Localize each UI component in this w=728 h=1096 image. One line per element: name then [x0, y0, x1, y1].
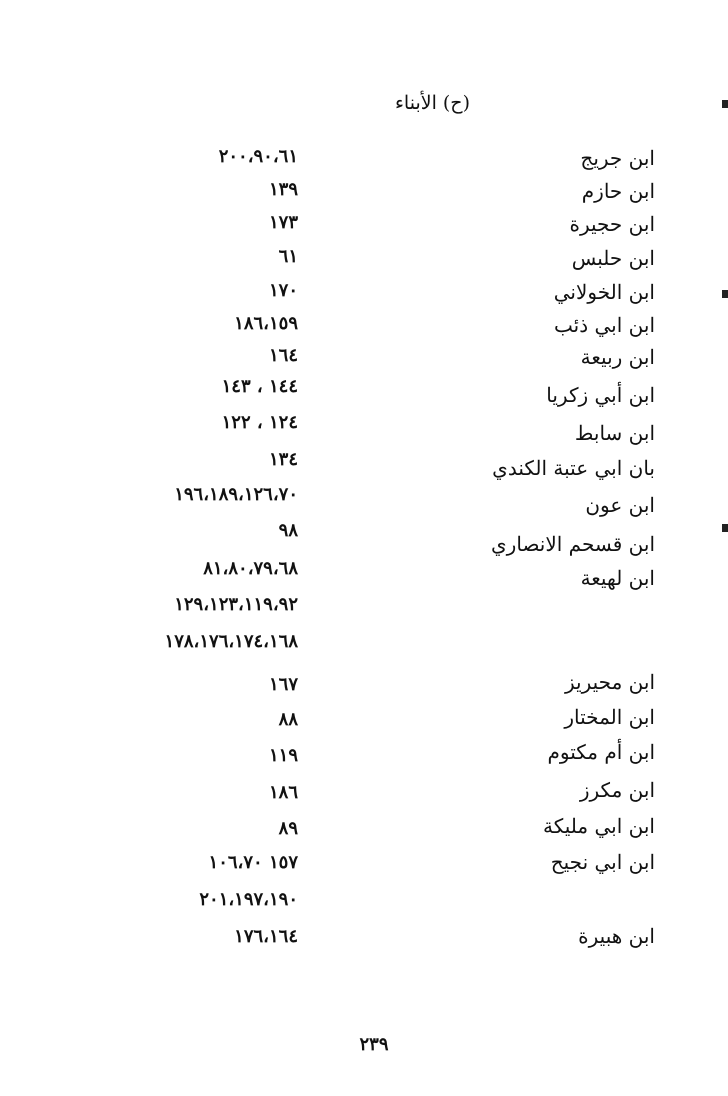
- entry-name: ابن محيريز: [565, 670, 655, 694]
- entry-pages: ١٦٧: [268, 674, 298, 695]
- entry-pages: ١٥٧ ١٠٦،٧٠: [208, 852, 298, 873]
- entry-name: ابن حجيرة: [569, 212, 655, 236]
- entry-pages: ١١٩: [268, 745, 298, 766]
- entry-pages: ٦١: [278, 246, 298, 267]
- entry-name: ابن المختار: [564, 705, 655, 729]
- entry-pages: ١٧٣: [268, 212, 298, 233]
- scan-edge-mark: [722, 100, 728, 108]
- entry-pages: ٨٩: [278, 818, 298, 839]
- entry-pages-continued: ١٢٩،١٢٣،١١٩،٩٢: [174, 594, 298, 615]
- entry-name: ابن قسحم الانصاري: [491, 532, 655, 556]
- entry-pages: ٨٨: [278, 709, 298, 730]
- entry-name: ابن ربيعة: [580, 345, 655, 369]
- entry-pages-continued: ١٧٨،١٧٦،١٧٤،١٦٨: [164, 631, 298, 652]
- entry-name: ابن جريج: [580, 146, 655, 170]
- entry-pages: ١٧٠: [268, 280, 298, 301]
- entry-name: ابن أبي زكريا: [546, 383, 655, 407]
- entry-name: ابن ابي ذئب: [554, 313, 655, 337]
- entry-name: ابن ابي نجيح: [550, 850, 655, 874]
- scan-edge-mark: [722, 290, 728, 298]
- entry-pages: ١٤٤ ، ١٤٣: [221, 376, 298, 397]
- section-heading: (ح) الأبناء: [395, 92, 470, 114]
- entry-pages: ١٩٦،١٨٩،١٢٦،٧٠: [174, 484, 298, 505]
- entry-name: ابن سابط: [574, 421, 655, 445]
- entry-pages: ١٧٦،١٦٤: [234, 926, 298, 947]
- entry-name: ابن ابي مليكة: [543, 814, 655, 838]
- entry-pages: ١٣٤: [268, 449, 298, 470]
- entry-pages: ١٢٤ ، ١٢٢: [221, 412, 298, 433]
- entry-pages: ٩٨: [278, 520, 298, 541]
- entry-pages-continued: ٢٠١،١٩٧،١٩٠: [199, 889, 298, 910]
- entry-pages: ٨١،٨٠،٧٩،٦٨: [203, 558, 298, 579]
- entry-pages: ١٨٦: [268, 782, 298, 803]
- entry-pages: ٢٠٠،٩٠،٦١: [218, 146, 298, 167]
- entry-pages: ١٣٩: [268, 179, 298, 200]
- entry-name: بان ابي عتبة الكندي: [492, 456, 655, 480]
- page-number: ٢٣٩: [359, 1034, 389, 1055]
- entry-name: ابن حازم: [581, 179, 655, 203]
- entry-name: ابن الخولاني: [553, 280, 655, 304]
- entry-name: ابن حلبس: [571, 246, 655, 270]
- entry-name: ابن أم مكتوم: [547, 740, 655, 764]
- entry-pages: ١٨٦،١٥٩: [234, 313, 298, 334]
- entry-name: ابن لهيعة: [580, 566, 655, 590]
- entry-name: ابن هبيرة: [578, 924, 655, 948]
- entry-name: ابن عون: [585, 493, 655, 517]
- entry-name: ابن مكرز: [579, 778, 655, 802]
- entry-pages: ١٦٤: [268, 345, 298, 366]
- scan-edge-mark: [722, 524, 728, 532]
